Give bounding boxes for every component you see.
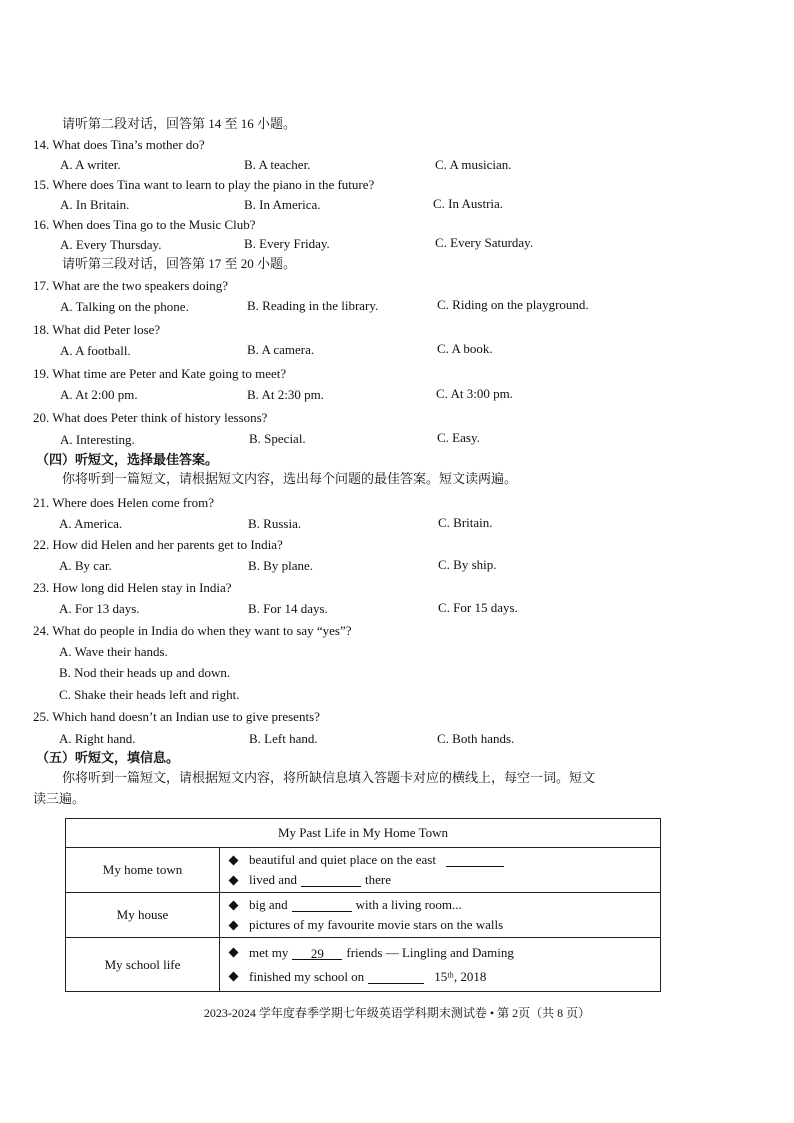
option-c: C. A book. [437,341,493,356]
option-c: C. Both hands. [437,731,515,746]
item-text: 15ᵗʰ, 2018 [434,968,487,984]
row-content [220,938,661,992]
bullet-item [226,850,660,870]
option-b: B. Special. [249,431,306,446]
question-stem: 20. What does Peter think of history lessons? [33,410,268,425]
answer-blank[interactable] [446,853,504,867]
item-text: there [365,872,391,888]
option-c: C. In Austria. [433,196,504,211]
option-b: B. Every Friday. [244,236,330,251]
question-stem: 21. Where does Helen come from? [33,495,214,510]
question-stem: 15. Where does Tina want to learn to play the piano in the future? [33,177,375,192]
part-instruction-cont: 读三遍。 [33,791,86,806]
option-b: B. Left hand. [249,731,318,746]
option-b: B. For 14 days. [248,601,328,616]
bullet-item [226,870,660,890]
diamond-bullet-icon [229,875,239,885]
option-c: C. At 3:00 pm. [436,386,513,401]
item-text: pictures of my favourite movie stars on the walls [249,917,504,933]
page-footer: 2023-2024 学年度春季学期七年级英语学科期末测试卷 • 第 2页（共 8 页） [203,1006,591,1020]
option-a: A. Right hand. [59,731,136,746]
question-stem: 14. What does Tina’s mother do? [33,137,205,152]
item-text: friends — Lingling and Daming [346,944,514,960]
option-a: A. Every Thursday. [60,237,162,252]
bullet-item [226,965,660,989]
option-b: B. By plane. [248,558,313,573]
option-a: A. Wave their hands. [59,644,168,659]
item-text: beautiful and quiet place on the east [249,852,436,868]
row-content [220,893,661,938]
option-b: B. A teacher. [244,157,311,172]
option-b: B. In America. [244,197,321,212]
bullet-item [226,895,660,915]
part-heading: （四）听短文，选择最佳答案。 [36,452,219,467]
option-a: A. A football. [60,343,131,358]
bullet-item [226,941,660,965]
item-text: big and [249,897,288,913]
table-title: My Past Life in My Home Town [66,819,661,848]
diamond-bullet-icon [229,920,239,930]
answer-blank[interactable]: 29 [292,946,342,960]
option-c: C. Shake their heads left and right. [59,687,240,702]
item-text: lived and [249,872,298,888]
option-c: C. For 15 days. [438,600,518,615]
option-c: C. By ship. [438,557,497,572]
question-stem: 22. How did Helen and her parents get to India? [33,537,283,552]
question-stem: 16. When does Tina go to the Music Club? [33,217,256,232]
section-instruction: 请听第三段对话，回答第 17 至 20 小题。 [62,256,297,271]
option-a: A. By car. [59,558,112,573]
question-stem: 23. How long did Helen stay in India? [33,580,232,595]
part-instruction: 你将听到一篇短文，请根据短文内容，将所缺信息填入答题卡对应的横线上，每空一词。短文 [62,770,596,785]
row-label-home-town: My home town [66,848,220,893]
item-text: finished my school on [249,968,365,984]
option-c: C. Riding on the playground. [437,297,589,312]
answer-blank[interactable] [368,970,424,984]
diamond-bullet-icon [229,855,239,865]
option-a: A. In Britain. [60,197,130,212]
option-b: B. Nod their heads up and down. [59,665,231,680]
option-b: B. Russia. [248,516,302,531]
answer-blank[interactable] [301,873,361,887]
row-content [220,848,661,893]
option-b: B. Reading in the library. [247,298,379,313]
option-c: C. Every Saturday. [435,235,534,250]
option-a: A. Interesting. [60,432,135,447]
info-table [65,818,661,992]
option-c: C. Britain. [438,515,493,530]
row-label-school-life: My school life [66,938,220,992]
option-c: C. A musician. [435,157,512,172]
option-a: A. A writer. [60,157,121,172]
item-text: with a living room... [355,897,462,913]
option-a: A. America. [59,516,123,531]
question-stem: 19. What time are Peter and Kate going to meet? [33,366,287,381]
option-b: B. A camera. [247,342,315,357]
question-stem: 17. What are the two speakers doing? [33,278,229,293]
section-instruction: 请听第二段对话，回答第 14 至 16 小题。 [62,116,297,131]
diamond-bullet-icon [229,972,239,982]
diamond-bullet-icon [229,900,239,910]
diamond-bullet-icon [229,948,239,958]
option-c: C. Easy. [437,430,480,445]
option-a: A. For 13 days. [59,601,140,616]
question-stem: 18. What did Peter lose? [33,322,161,337]
question-stem: 24. What do people in India do when they want to say “yes”? [33,623,352,638]
bullet-item [226,915,660,935]
option-a: A. At 2:00 pm. [60,387,138,402]
option-a: A. Talking on the phone. [60,299,189,314]
part-heading: （五）听短文，填信息。 [36,750,180,765]
item-text: met my [249,944,289,960]
option-b: B. At 2:30 pm. [247,387,324,402]
answer-blank[interactable] [292,898,352,912]
part-instruction: 你将听到一篇短文，请根据短文内容，选出每个问题的最佳答案。短文读两遍。 [62,471,518,486]
row-label-house: My house [66,893,220,938]
question-stem: 25. Which hand doesn’t an Indian use to give presents? [33,709,320,724]
